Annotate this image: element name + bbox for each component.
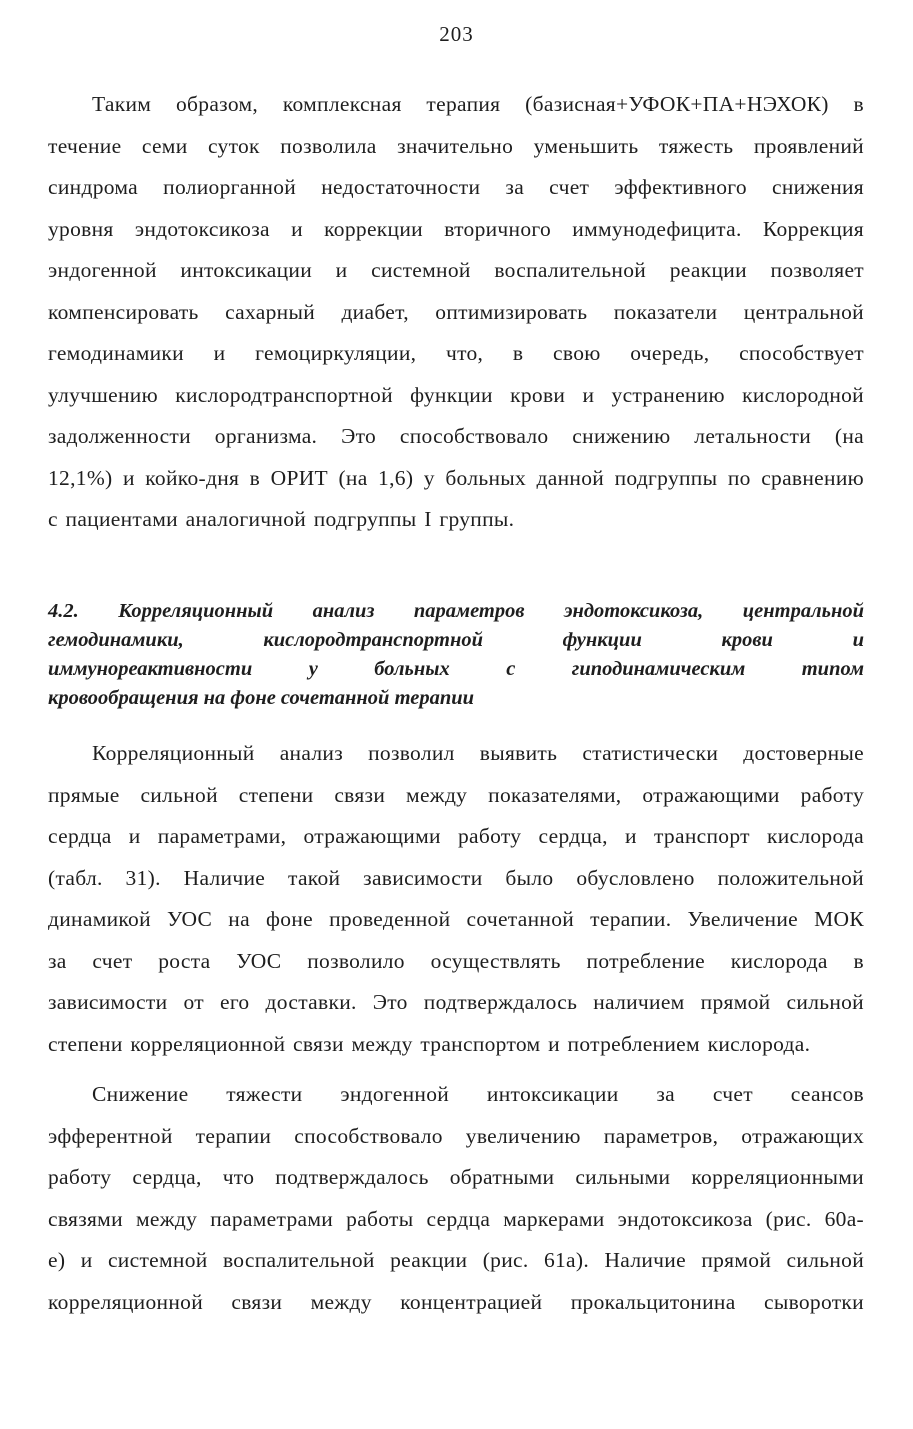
text-line: степени корреляционной связи между транспортом и потреблением кислорода. (48, 1031, 811, 1056)
text-line: (табл. 31). Наличие такой зависимости было обусловлено положительной (48, 865, 864, 890)
text-line: сердца и параметрами, отражающими работу сердца, и транспорт кислорода (48, 824, 864, 848)
paragraph-3 (48, 1074, 864, 1323)
text-line: зависимости от его доставки. Это подтверждалось наличием прямой сильной (48, 990, 864, 1014)
text-line: динамикой УОС на фоне проведенной сочетанной терапии. Увеличение МОК (48, 907, 864, 931)
text-line: эндогенной интоксикации и системной воспалительной реакции позволяет (48, 258, 864, 282)
heading-line: иммунореактивности у больных с гиподинамическим типом (48, 658, 864, 680)
text-line: компенсировать сахарный диабет, оптимизировать показатели центральной (48, 299, 864, 324)
text-line: течение семи суток позволила значительно уменьшить тяжесть проявлений (48, 133, 864, 158)
heading-line: гемодинамики, кислородтранспортной функции крови и (48, 629, 864, 651)
text-line: корреляционной связи между концентрацией прокальцитонина сыворотки (48, 1289, 864, 1314)
text-line: связями между параметрами работы сердца маркерами эндотоксикоза (рис. 60а- (48, 1206, 864, 1231)
text-line: за счет роста УОС позволило осуществлять потребление кислорода в (48, 948, 864, 973)
text-line: прямые сильной степени связи между показателями, отражающими работу (48, 782, 864, 807)
text-line: гемодинамики и гемоциркуляции, что, в свою очередь, способствует (48, 341, 864, 365)
heading-line: кровообращения на фоне сочетанной терапии (48, 687, 475, 709)
text-line: уровня эндотоксикоза и коррекции вторичного иммунодефицита. Коррекция (48, 216, 864, 241)
text-line: улучшению кислородтранспортной функции крови и устранению кислородной (48, 382, 864, 407)
text-line: работу сердца, что подтверждалось обратными сильными корреляционными (48, 1165, 864, 1189)
paragraph-1 (48, 84, 864, 541)
text-line: е) и системной воспалительной реакции (рис. 61а). Наличие прямой сильной (48, 1248, 864, 1272)
text-line: задолженности организма. Это способствовало снижению летальности (на (48, 424, 864, 448)
page-number: 203 (439, 22, 474, 46)
text-line: Корреляционный анализ позволил выявить статистически достоверные (92, 741, 864, 765)
text-line: с пациентами аналогичной подгруппы I группы. (48, 507, 515, 531)
paragraph-2 (48, 733, 864, 1065)
heading-line: 4.2. Корреляционный анализ параметров эндотоксикоза, центральной (48, 600, 864, 622)
text-line: эфферентной терапии способствовало увеличению параметров, отражающих (48, 1123, 864, 1148)
text-line: Таким образом, комплексная терапия (базисная+УФОК+ПА+НЭХОК) в (92, 92, 864, 116)
text-line: 12,1%) и койко-дня в ОРИТ (на 1,6) у больных данной подгруппы по сравнению (48, 465, 864, 490)
text-line: синдрома полиорганной недостаточности за счет эффективного снижения (48, 175, 864, 199)
text-line: Снижение тяжести эндогенной интоксикации за счет сеансов (92, 1082, 864, 1106)
section-heading (48, 597, 864, 713)
